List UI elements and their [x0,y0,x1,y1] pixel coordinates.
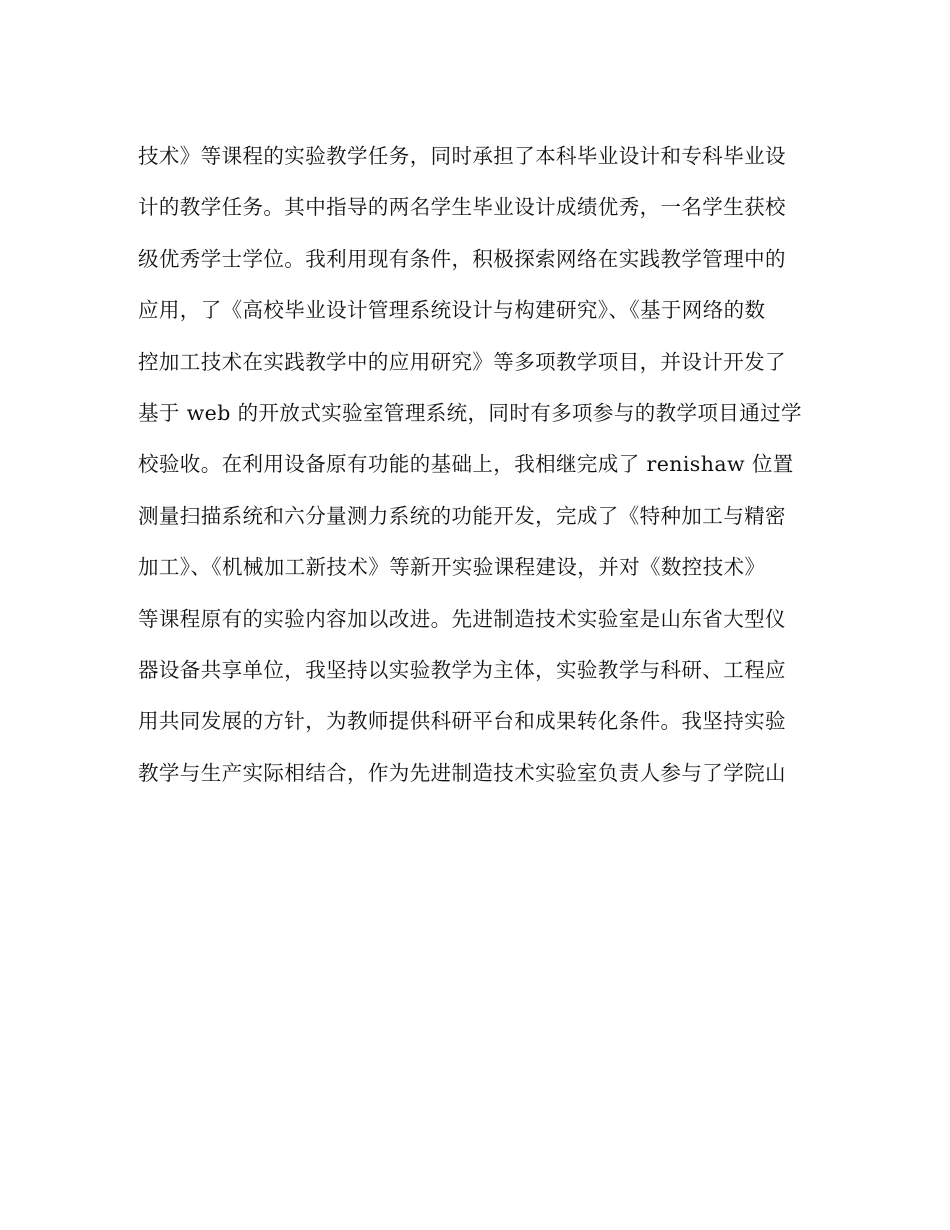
text-line-3: 级优秀学士学位。我利用现有条件，积极探索网络在实践教学管理中的 [138,246,786,271]
text-line-4: 应用，了《高校毕业设计管理系统设计与构建研究》、《基于网络的数 [138,298,766,323]
text-line-12: 用共同发展的方针，为教师提供科研平台和成果转化条件。我坚持实验 [138,709,786,734]
text-line-10: 等课程原有的实验内容加以改进。先进制造技术实验室是山东省大型仪 [138,606,786,631]
text-line-7: 校验收。在利用设备原有功能的基础上，我相继完成了 renishaw 位置 [138,452,794,477]
text-line-11: 器设备共享单位，我坚持以实验教学为主体，实验教学与科研、工程应 [138,657,786,682]
text-line-2: 计的教学任务。其中指导的两名学生毕业设计成绩优秀，一名学生获校 [138,195,786,220]
body-text [138,136,818,804]
text-line-8: 测量扫描系统和六分量测力系统的功能开发，完成了《特种加工与精密 [138,503,786,528]
text-line-5: 控加工技术在实践教学中的应用研究》等多项教学项目，并设计开发了 [138,349,786,374]
text-line-9: 加工》、《机械加工新技术》等新开实验课程建设，并对《数控技术》 [138,555,766,580]
text-line-1: 技术》等课程的实验教学任务，同时承担了本科毕业设计和专科毕业设 [138,144,786,168]
text-line-6: 基于 web 的开放式实验室管理系统，同时有多项参与的教学项目通过学 [138,400,802,425]
text-line-13: 教学与生产实际相结合，作为先进制造技术实验室负责人参与了学院山 [138,760,786,785]
